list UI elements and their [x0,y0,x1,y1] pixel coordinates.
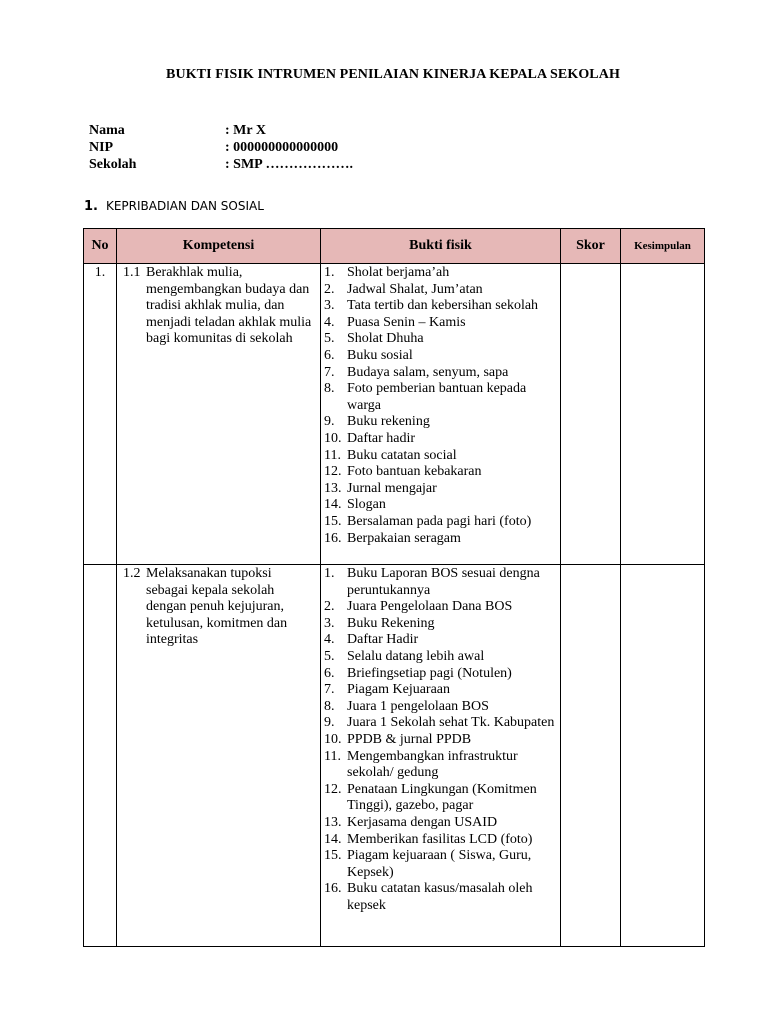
header-no: No [84,229,117,264]
list-item-number: 9. [324,414,335,430]
cell-skor[interactable] [561,264,621,565]
kompetensi-item [117,264,320,348]
list-item-number: 5. [324,648,335,664]
list-item-number: 10. [324,430,342,446]
list-item-number: 16. [324,530,342,546]
list-item [324,447,556,465]
list-item-text: Jadwal Shalat, Jum’atan [347,281,483,297]
list-item [324,464,556,481]
list-item-text: Juara Pengelolaan Dana BOS [347,599,513,615]
list-item-number: 12. [324,464,342,480]
list-item-number: 15. [324,848,342,864]
list-item [324,682,556,699]
list-item-text: Puasa Senin – Kamis [347,314,466,330]
kompetensi-number: 1.1 [123,265,141,280]
identity-value: : 000000000000000 [225,140,339,155]
list-item-number: 2. [324,281,335,297]
list-item [324,715,556,732]
cell-bukti-fisik [321,565,561,947]
header-kompetensi: Kompetensi [117,229,321,264]
list-item-number: 15. [324,513,342,529]
identity-value: : Mr X [225,123,266,138]
identity-label: NIP [89,140,114,155]
list-item [324,566,556,599]
header-kesimpulan: Kesimpulan [621,229,705,264]
section-number: 1. [84,199,98,214]
cell-kompetensi [117,264,321,565]
list-item-text: Mengembangkan infrastruktur sekolah/ gedung [347,748,518,781]
list-item [324,615,556,633]
list-item [324,497,556,514]
list-item-text: Buku sosial [347,347,413,363]
list-item-number: 11. [324,447,341,463]
list-item-number: 6. [324,347,335,363]
list-item-number: 11. [324,748,341,764]
list-item-number: 4. [324,632,335,648]
list-item [324,381,556,414]
list-item-number: 7. [324,682,335,698]
list-item [324,814,556,832]
list-item-number: 8. [324,381,335,397]
list-item [324,430,556,448]
list-item-number: 12. [324,781,342,797]
cell-kesimpulan[interactable] [621,565,705,947]
table-body [84,264,705,947]
list-item-text: Slogan [347,497,386,513]
cell-skor[interactable] [561,565,621,947]
section-heading [84,199,264,214]
list-item-text: Penataan Lingkungan (Komitmen Tinggi), gazebo, pagar [347,781,537,814]
list-item-number: 6. [324,665,335,681]
list-item-text: Briefingsetiap pagi (Notulen) [347,665,512,681]
list-item-number: 10. [324,731,342,747]
list-item [324,414,556,431]
list-item-text: Buku catatan kasus/masalah oleh kepsek [347,881,533,913]
list-item-text: Daftar Hadir [347,632,419,648]
list-item-text: Juara 1 Sekolah sehat Tk. Kabupaten [347,715,555,731]
list-item-text: Selalu datang lebih awal [347,648,485,664]
list-item-text: Buku Rekening [347,615,435,631]
identity-label: Sekolah [89,157,137,172]
identity-row-nip [89,139,353,156]
header-bukti-fisik: Bukti fisik [321,229,561,264]
identity-row-nama [89,122,353,139]
list-item-text: Buku rekening [347,414,430,430]
cell-bukti-fisik [321,264,561,565]
list-item [324,331,556,348]
list-item-number: 7. [324,364,335,380]
list-item-text: Piagam kejuaraan ( Siswa, Guru, Kepsek) [347,848,532,880]
list-item-text: Daftar hadir [347,430,416,446]
list-item-text: Memberikan fasilitas LCD (foto) [347,831,533,847]
list-item-number: 2. [324,599,335,615]
identity-block [89,122,353,173]
list-item-text: Bersalaman pada pagi hari (foto) [347,513,532,529]
list-item [324,881,556,914]
kompetensi-number: 1.2 [123,566,141,581]
list-item [324,364,556,382]
list-item [324,265,556,282]
bukti-list [321,565,560,914]
list-item-number: 3. [324,615,335,631]
table-header-row [84,229,705,264]
list-item [324,513,556,531]
kompetensi-text: Melaksanakan tupoksi sebagai kepala sekolah dengan penuh kejujuran, ketulusan, komitmen dan integritas [146,566,288,648]
list-item [324,698,556,716]
list-item-text: Sholat Dhuha [347,331,424,347]
list-item [324,748,556,782]
kompetensi-text: Berakhlak mulia, mengembangkan budaya dan tradisi akhlak mulia, dan menjadi teladan akhlak mulia bagi komunitas di sekolah [146,265,312,347]
list-item-text: Juara 1 pengelolaan BOS [347,698,489,714]
cell-kesimpulan[interactable] [621,264,705,565]
cell-kompetensi [117,565,321,947]
table-row [84,264,705,565]
list-item-text: Jurnal mengajar [347,480,437,496]
list-item-text: Buku catatan social [347,447,457,463]
header-skor: Skor [561,229,621,264]
list-item-number: 4. [324,314,335,330]
list-item [324,281,556,299]
list-item [324,480,556,498]
list-item-number: 3. [324,298,335,314]
list-item-number: 8. [324,698,335,714]
list-item [324,530,556,548]
list-item [324,599,556,616]
identity-row-sekolah [89,156,353,173]
list-item [324,731,556,749]
list-item-text: Sholat berjama’ah [347,265,450,280]
list-item [324,781,556,815]
list-item-text: Kerjasama dengan USAID [347,814,498,830]
list-item-text: Foto pemberian bantuan kepada warga [347,381,527,413]
list-item-number: 1. [324,265,335,280]
list-item-number: 14. [324,831,342,847]
list-item [324,665,556,683]
list-item-text: Foto bantuan kebakaran [347,464,482,480]
list-item-text: Tata tertib dan kebersihan sekolah [347,298,539,314]
identity-value: : SMP ………………. [225,157,353,172]
list-item [324,298,556,315]
list-item-text: Buku Laporan BOS sesuai dengna peruntukannya [347,566,540,598]
list-item-number: 14. [324,497,342,513]
list-item-number: 16. [324,881,342,897]
list-item-text: PPDB & jurnal PPDB [347,731,472,747]
list-item-number: 13. [324,480,342,496]
list-item [324,632,556,649]
list-item-number: 5. [324,331,335,347]
kompetensi-item [117,565,320,649]
list-item [324,648,556,666]
section-title: KEPRIBADIAN DAN SOSIAL [105,199,264,213]
list-item-text: Piagam Kejuaraan [347,682,451,698]
identity-label: Nama [89,123,125,138]
assessment-table [83,228,705,947]
list-item-number: 9. [324,715,335,731]
bukti-list [321,264,560,547]
list-item-number: 13. [324,814,342,830]
table-row [84,565,705,947]
list-item-number: 1. [324,566,335,581]
list-item-text: Budaya salam, senyum, sapa [347,364,509,380]
list-item [324,314,556,332]
list-item [324,347,556,365]
list-item [324,848,556,881]
document-title: BUKTI FISIK INTRUMEN PENILAIAN KINERJA KEPALA SEKOLAH [166,67,620,82]
list-item-text: Berpakaian seragam [347,530,461,546]
cell-no: 1. [84,264,117,565]
cell-no [84,565,117,947]
list-item [324,831,556,849]
